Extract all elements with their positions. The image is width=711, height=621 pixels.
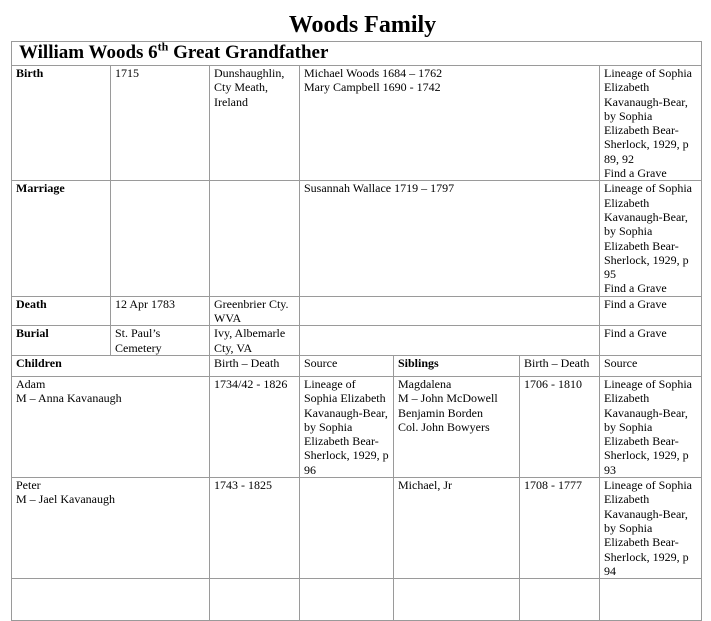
event-source [600,326,702,356]
event-date: 12 Apr 1783 [111,296,210,326]
child-name: Adam [16,376,46,391]
children-header: Children [12,355,210,376]
child-source [300,478,394,579]
child-dates: 1743 - 1825 [210,478,300,579]
find-a-grave-link[interactable]: Find a Grave [604,281,667,296]
table-row [12,376,702,477]
sibling-spouse: M – John McDowell [398,391,498,406]
ordinal-suffix: th [157,41,169,54]
event-date: 1715 [111,66,210,181]
sibling-dates: 1708 - 1777 [520,478,600,579]
event-row-death [12,296,702,326]
birth-death-header: Birth – Death [210,355,300,376]
event-people [300,66,600,181]
event-source [600,66,702,181]
source-text: Lineage of Sophia Elizabeth Kavanaugh-Bear, by Sophia Elizabeth Bear-Sherlock, 1929, p 95 [604,181,692,282]
event-place: Ivy, Albemarle Cty, VA [210,326,300,356]
event-place: Dunshaughlin, Cty Meath, Ireland [210,66,300,181]
source-header: Source [600,355,702,376]
event-row-birth [12,66,702,181]
parent-name: Mary Campbell 1690 - 1742 [304,80,441,95]
event-row-marriage [12,181,702,296]
table-row [12,579,702,621]
child-name: Peter [16,478,41,493]
sibling-source: Lineage of Sophia Elizabeth Kavanaugh-Bear, by Sophia Elizabeth Bear-Sherlock, 1929, p 93 [600,376,702,477]
event-row-burial [12,326,702,356]
sibling-name: Col. John Bowyers [398,419,490,434]
parent-name: Michael Woods 1684 – 1762 [304,66,443,80]
siblings-header: Siblings [394,355,520,376]
source-header: Source [300,355,394,376]
event-label: Death [12,296,111,326]
find-a-grave-link[interactable]: Find a Grave [604,326,667,341]
find-a-grave-link[interactable]: Find a Grave [604,166,667,181]
page-title: Woods Family [288,12,437,38]
sibling-dates: 1706 - 1810 [520,376,600,477]
child-dates: 1734/42 - 1826 [210,376,300,477]
family-table [11,41,702,621]
child-spouse: M – Jael Kavanaugh [16,492,115,507]
header-row [12,355,702,376]
person-heading [12,42,702,66]
sibling-name: Michael, Jr [398,478,452,493]
child-spouse: M – Anna Kavanaugh [16,391,122,406]
sibling-source: Lineage of Sophia Elizabeth Kavanaugh-Bear, by Sophia Elizabeth Bear-Sherlock, 1929, p 94 [600,478,702,579]
event-label: Burial [12,326,111,356]
event-people [300,181,600,296]
sibling-name: Benjamin Borden [398,405,483,420]
find-a-grave-link[interactable]: Find a Grave [604,296,667,311]
siblings-cell [394,376,520,477]
event-date: St. Paul’s Cemetery [111,326,210,356]
event-date [111,181,210,296]
event-people [300,296,600,326]
person-relation: Great Grandfather [168,42,329,63]
child-cell [12,376,210,477]
title-row [12,42,702,66]
event-label: Marriage [12,181,111,296]
event-place [210,181,300,296]
birth-death-header: Birth – Death [520,355,600,376]
siblings-cell [394,579,520,621]
child-dates [210,579,300,621]
event-label: Birth [12,66,111,181]
sibling-dates [520,579,600,621]
spouse-name: Susannah Wallace 1719 – 1797 [304,181,455,196]
child-cell [12,579,210,621]
child-cell [12,478,210,579]
sibling-source [600,579,702,621]
person-name: William Woods 6 [19,42,158,63]
event-people [300,326,600,356]
table-row [12,478,702,579]
event-place: Greenbrier Cty. WVA [210,296,300,326]
siblings-cell [394,478,520,579]
sibling-name: Magdalena [398,376,452,391]
event-source [600,296,702,326]
child-source [300,579,394,621]
event-source [600,181,702,296]
source-text: Lineage of Sophia Elizabeth Kavanaugh-Bear, by Sophia Elizabeth Bear-Sherlock, 1929, p 89, 92 [604,66,692,166]
child-source: Lineage of Sophia Elizabeth Kavanaugh-Bear, by Sophia Elizabeth Bear-Sherlock, 1929, p 96 [300,376,394,477]
